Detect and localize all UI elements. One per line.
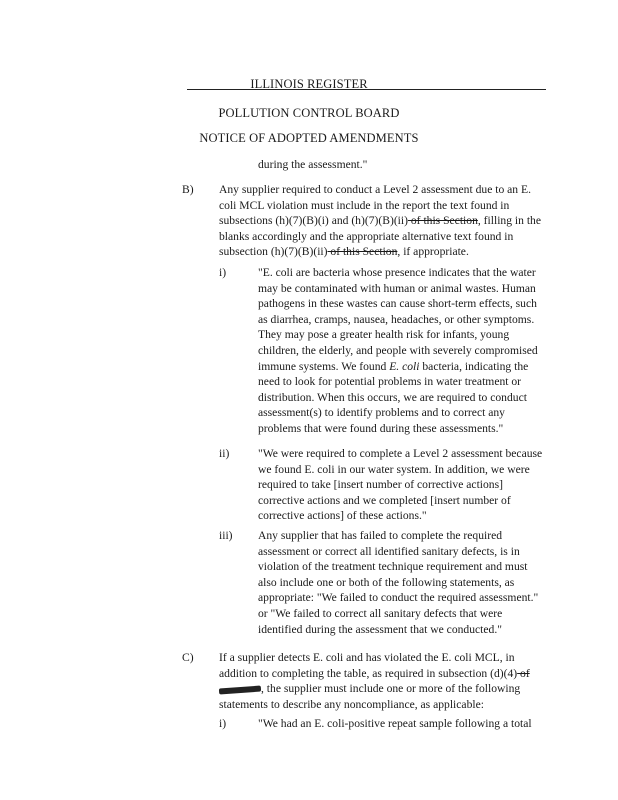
- item-b-label: B): [182, 183, 194, 196]
- item-b-iii-text: Any supplier that has failed to complete the required assessment or correct all identified sanitary defects, is in violation of the treatment technique requirement and must also include one or both of the following statements, as appropriate: "We failed to conduct the required assessment." or "We failed to correct all sanitary defects that were identified during the assessment that we conducted.": [258, 529, 539, 636]
- register-title: ILLINOIS REGISTER: [250, 77, 368, 91]
- deleted-text: of this Section: [327, 245, 398, 259]
- item-c-i-text: "We had an E. coli-positive repeat sample following a total: [258, 717, 532, 730]
- item-c-text: If a supplier detects E. coli and has violated the E. coli MCL, in addition to completing the table, as required in subsection (d)(4) of , the supplier must include one or more of the following statements to describe any noncompliance, as applicable:: [219, 651, 530, 711]
- continuation-line: during the assessment.": [258, 158, 368, 171]
- item-b-iii-label: iii): [219, 529, 233, 542]
- board-title: POLLUTION CONTROL BOARD: [218, 106, 400, 120]
- item-b-ii-label: ii): [219, 447, 230, 460]
- item-b-text: Any supplier required to conduct a Level 2 assessment due to an E. coli MCL violation must include in the report the text found in subsections (h)(7)(B)(i) and (h)(7)(B)(ii) of this Section, filling in the blanks accordingly and the appropriate alternative text found in subsection (h)(7)(B)(ii) of this Section, if appropriate.: [219, 183, 541, 259]
- notice-title: NOTICE OF ADOPTED AMENDMENTS: [199, 131, 419, 145]
- item-b-i-text: "E. coli are bacteria whose presence indicates that the water may be contaminated with human or animal wastes. Human pathogens in these wastes can cause short-term effects, such as diarrhea, cramps, nausea, headaches, or other symptoms. They may pose a greater health risk for infants, young children, the elderly, and people with severely compromised immune systems. We found E. coli bacteria, indicating the need to look for potential problems in water treatment or distribution. When this occurs, we are required to conduct assessment(s) to identify problems and to correct any problems that were found during these assessments.": [258, 266, 538, 435]
- item-c-i-label: i): [219, 717, 227, 730]
- item-c-label: C): [182, 651, 194, 664]
- item-b-i-label: i): [219, 266, 227, 279]
- header-rule: [187, 89, 546, 90]
- item-b-ii-text: "We were required to complete a Level 2 assessment because we found E. coli in our water system. In addition, we were required to take [insert number of corrective actions] corrective actions and we completed [insert number of corrective actions] of these actions.": [258, 447, 543, 523]
- redaction-scribble: [219, 685, 261, 694]
- deleted-text: of this Section: [407, 214, 478, 228]
- deleted-text: of: [517, 666, 530, 680]
